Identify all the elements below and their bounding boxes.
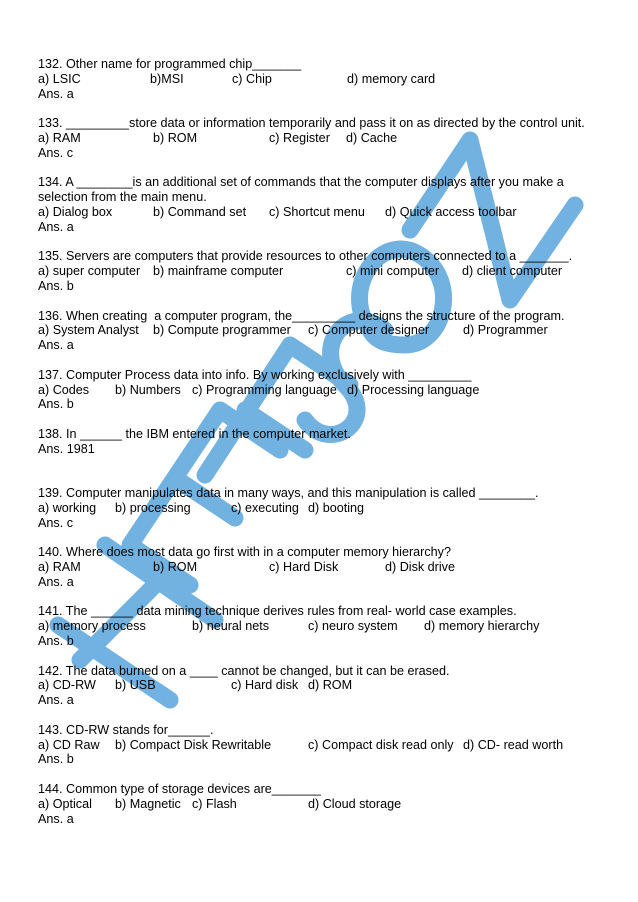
- option-b: b) USB: [115, 678, 156, 693]
- option-c: c) mini computer: [346, 264, 440, 279]
- option-c: c) Hard disk: [231, 678, 299, 693]
- answer-text: Ans. a: [38, 219, 74, 234]
- option-b: b) ROM: [153, 560, 198, 575]
- question-text-line-2: selection from the main menu.: [38, 190, 207, 205]
- option-c: c) Chip: [232, 71, 272, 86]
- answer-text: Ans. b: [38, 278, 74, 293]
- option-a: a) Dialog box: [38, 204, 113, 219]
- option-d: d) ROM: [308, 678, 353, 693]
- question-text: 144. Common type of storage devices are_______: [38, 782, 321, 797]
- option-d: d) memory hierarchy: [424, 619, 540, 634]
- question-list: [38, 57, 618, 841]
- question-item-137: [38, 368, 618, 412]
- question-text: 143. CD-RW stands for______.: [38, 722, 214, 737]
- question-item-139: [38, 486, 618, 530]
- option-c: c) Programming language: [192, 382, 337, 397]
- question-item-133: [38, 116, 618, 160]
- option-d: d) CD- read worth: [463, 737, 564, 752]
- answer-text: Ans. b: [38, 752, 74, 767]
- option-d: d) memory card: [347, 71, 436, 86]
- option-d: d) client computer: [462, 264, 563, 279]
- question-text: 140. Where does most data go first with in a computer memory hierarchy?: [38, 545, 451, 560]
- question-item-143: [38, 723, 618, 767]
- answer-text: Ans. b: [38, 397, 74, 412]
- option-b: b) processing: [115, 500, 191, 515]
- options-row: [38, 205, 618, 220]
- option-d: d) Disk drive: [385, 560, 455, 575]
- option-a: a) LSIC: [38, 71, 81, 86]
- question-text: 136. When creating a computer program, the_________ designs the structure of the program.: [38, 308, 565, 323]
- option-c: c) Flash: [192, 796, 237, 811]
- option-c: c) executing: [231, 500, 299, 515]
- option-d: d) Cache: [346, 130, 398, 145]
- options-row: [38, 678, 618, 693]
- option-d: d) Cloud storage: [308, 796, 402, 811]
- question-item-132: [38, 57, 618, 101]
- question-text: 132. Other name for programmed chip_______: [38, 57, 302, 71]
- question-item-142: [38, 664, 618, 708]
- option-c: c) Compact disk read only: [308, 737, 454, 752]
- option-b: b) Magnetic: [115, 796, 181, 811]
- options-row: [38, 619, 618, 634]
- option-b: b) ROM: [153, 130, 198, 145]
- option-b: b) Compute programmer: [153, 323, 291, 338]
- option-d: d) Quick access toolbar: [385, 204, 517, 219]
- question-text: 142. The data burned on a ____ cannot be changed, but it can be erased.: [38, 663, 450, 678]
- options-row: [38, 323, 618, 338]
- question-item-136: [38, 309, 618, 353]
- option-b: b) neural nets: [192, 619, 270, 634]
- question-item-144: [38, 782, 618, 826]
- option-b: b) mainframe computer: [153, 264, 284, 279]
- options-row: [38, 383, 618, 398]
- question-text: 139. Computer manipulates data in many ways, and this manipulation is called ________.: [38, 486, 539, 501]
- options-row: [38, 131, 618, 146]
- option-a: a) Optical: [38, 796, 92, 811]
- question-item-134: [38, 175, 618, 234]
- option-b: b)MSI: [150, 71, 184, 86]
- options-row: [38, 738, 618, 753]
- answer-text: Ans. a: [38, 574, 74, 589]
- option-d: d) Processing language: [347, 382, 480, 397]
- options-row: [38, 560, 618, 575]
- option-d: d) Programmer: [463, 323, 548, 338]
- answer-text: Ans. 1981: [38, 441, 95, 456]
- option-c: c) Computer designer: [308, 323, 430, 338]
- question-text: 138. In ______ the IBM entered in the computer market.: [38, 426, 351, 441]
- answer-text: Ans. a: [38, 338, 74, 353]
- options-row: [38, 264, 618, 279]
- answer-text: Ans. c: [38, 515, 73, 530]
- question-text: 135. Servers are computers that provide resources to other computers connected to a _______.: [38, 249, 573, 264]
- answer-text: Ans. b: [38, 634, 74, 649]
- question-text: 133. _________store data or information temporarily and pass it on as directed by the control unit.: [38, 116, 585, 131]
- option-a: a) RAM: [38, 130, 81, 145]
- option-a: a) memory process: [38, 619, 146, 634]
- question-item-138: [38, 427, 618, 471]
- option-a: a) System Analyst: [38, 323, 139, 338]
- option-b: b) Compact Disk Rewritable: [115, 737, 272, 752]
- options-row: [38, 797, 618, 812]
- options-row: [38, 72, 618, 87]
- option-c: c) Hard Disk: [269, 560, 339, 575]
- option-d: d) booting: [308, 500, 365, 515]
- option-a: a) working: [38, 500, 97, 515]
- option-a: a) Codes: [38, 382, 90, 397]
- option-a: a) RAM: [38, 560, 81, 575]
- options-row: [38, 501, 618, 516]
- option-c: c) neuro system: [308, 619, 398, 634]
- spacer: [38, 457, 618, 472]
- option-b: b) Numbers: [115, 382, 181, 397]
- question-text: 137. Computer Process data into info. By working exclusively with _________: [38, 367, 472, 382]
- option-b: b) Command set: [153, 204, 247, 219]
- answer-text: Ans. a: [38, 86, 74, 101]
- question-item-141: [38, 604, 618, 648]
- option-c: c) Register: [269, 130, 330, 145]
- option-a: a) super computer: [38, 264, 141, 279]
- answer-text: Ans. a: [38, 693, 74, 708]
- question-item-140: [38, 545, 618, 589]
- option-a: a) CD-RW: [38, 678, 96, 693]
- question-text-line-1: 134. A ________is an additional set of commands that the computer displays after you make a: [38, 175, 564, 190]
- question-item-135: [38, 249, 618, 293]
- answer-text: Ans. c: [38, 145, 73, 160]
- question-text: 141. The ______ data mining technique derives rules from real- world case examples.: [38, 604, 517, 619]
- answer-text: Ans. a: [38, 811, 74, 826]
- option-c: c) Shortcut menu: [269, 204, 365, 219]
- option-a: a) CD Raw: [38, 737, 100, 752]
